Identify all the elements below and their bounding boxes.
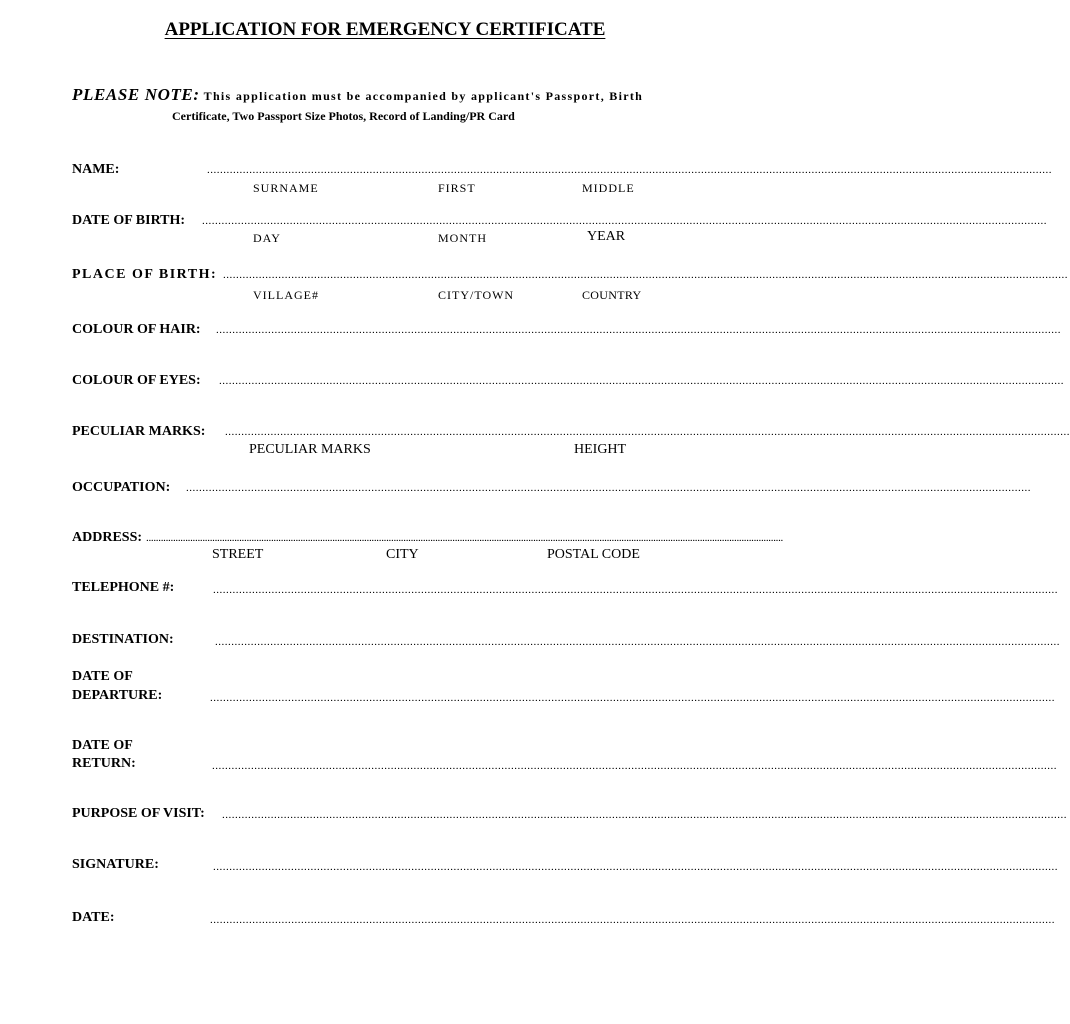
dob-sub-day: DAY xyxy=(253,231,281,245)
dob-field[interactable]: .................................................................................................................................................................................................................................................................... xyxy=(202,215,1047,227)
form-title xyxy=(0,19,770,41)
address-sub-city: CITY xyxy=(386,547,419,562)
return-label-2: RETURN: xyxy=(72,756,136,771)
purpose-field[interactable]: .................................................................................................................................................................................................................................................................... xyxy=(222,809,1067,821)
hair-field[interactable]: .................................................................................................................................................................................................................................................................... xyxy=(216,324,1061,336)
name-sub-middle: MIDDLE xyxy=(582,181,635,195)
destination-label: DESTINATION: xyxy=(72,632,174,647)
marks-sub-height: HEIGHT xyxy=(574,442,627,457)
occupation-label: OCCUPATION: xyxy=(72,480,171,495)
note-heading: PLEASE NOTE: xyxy=(72,85,200,104)
occupation-field[interactable]: .................................................................................................................................................................................................................................................................... xyxy=(186,482,1031,494)
pob-sub-country: COUNTRY xyxy=(582,288,642,302)
departure-field[interactable]: .................................................................................................................................................................................................................................................................... xyxy=(210,692,1055,704)
pob-label: PLACE OF BIRTH: xyxy=(72,267,218,282)
dob-label: DATE OF BIRTH: xyxy=(72,213,186,228)
pob-sub-city: CITY/TOWN xyxy=(438,288,515,302)
form-title-text: APPLICATION FOR EMERGENCY CERTIFICATE xyxy=(164,19,606,40)
address-sub-street: STREET xyxy=(212,547,264,562)
dob-sub-month: MONTH xyxy=(438,231,487,245)
marks-field[interactable]: .................................................................................................................................................................................................................................................................... xyxy=(225,426,1070,438)
marks-sub-peculiar: PECULIAR MARKS xyxy=(249,442,371,457)
departure-label-2: DEPARTURE: xyxy=(72,688,163,703)
date-field[interactable]: .................................................................................................................................................................................................................................................................... xyxy=(210,914,1055,926)
telephone-label: TELEPHONE #: xyxy=(72,580,175,595)
pob-sub-village: VILLAGE# xyxy=(253,288,319,302)
name-field[interactable]: .................................................................................................................................................................................................................................................................... xyxy=(207,164,1052,176)
eyes-label: COLOUR OF EYES: xyxy=(72,373,201,388)
note-line-1 xyxy=(72,85,643,105)
hair-label: COLOUR OF HAIR: xyxy=(72,322,201,337)
address-field[interactable]: .................................................................................................................................................................................................................................................................... xyxy=(146,532,784,544)
return-field[interactable]: .................................................................................................................................................................................................................................................................... xyxy=(212,760,1057,772)
note-text-1: This application must be accompanied by applicant's Passport, Birth xyxy=(203,89,644,103)
address-sub-postal: POSTAL CODE xyxy=(547,547,640,562)
address-label: ADDRESS: xyxy=(72,530,143,545)
destination-field[interactable]: .................................................................................................................................................................................................................................................................... xyxy=(215,636,1060,648)
pob-field[interactable]: .................................................................................................................................................................................................................................................................... xyxy=(223,269,1068,281)
name-sub-surname: SURNAME xyxy=(253,181,319,195)
date-label: DATE: xyxy=(72,910,115,925)
return-label-1: DATE OF xyxy=(72,738,133,753)
eyes-field[interactable]: .................................................................................................................................................................................................................................................................... xyxy=(219,375,1064,387)
name-sub-first: FIRST xyxy=(438,181,476,195)
note-text-2: Certificate, Two Passport Size Photos, Record of Landing/PR Card xyxy=(172,109,515,123)
signature-field[interactable]: .................................................................................................................................................................................................................................................................... xyxy=(213,861,1058,873)
marks-label: PECULIAR MARKS: xyxy=(72,424,206,439)
purpose-label: PURPOSE OF VISIT: xyxy=(72,806,205,821)
name-label: NAME: xyxy=(72,162,120,177)
signature-label: SIGNATURE: xyxy=(72,857,159,872)
telephone-field[interactable]: .................................................................................................................................................................................................................................................................... xyxy=(213,584,1058,596)
dob-sub-year: YEAR xyxy=(587,229,626,244)
departure-label-1: DATE OF xyxy=(72,669,133,684)
